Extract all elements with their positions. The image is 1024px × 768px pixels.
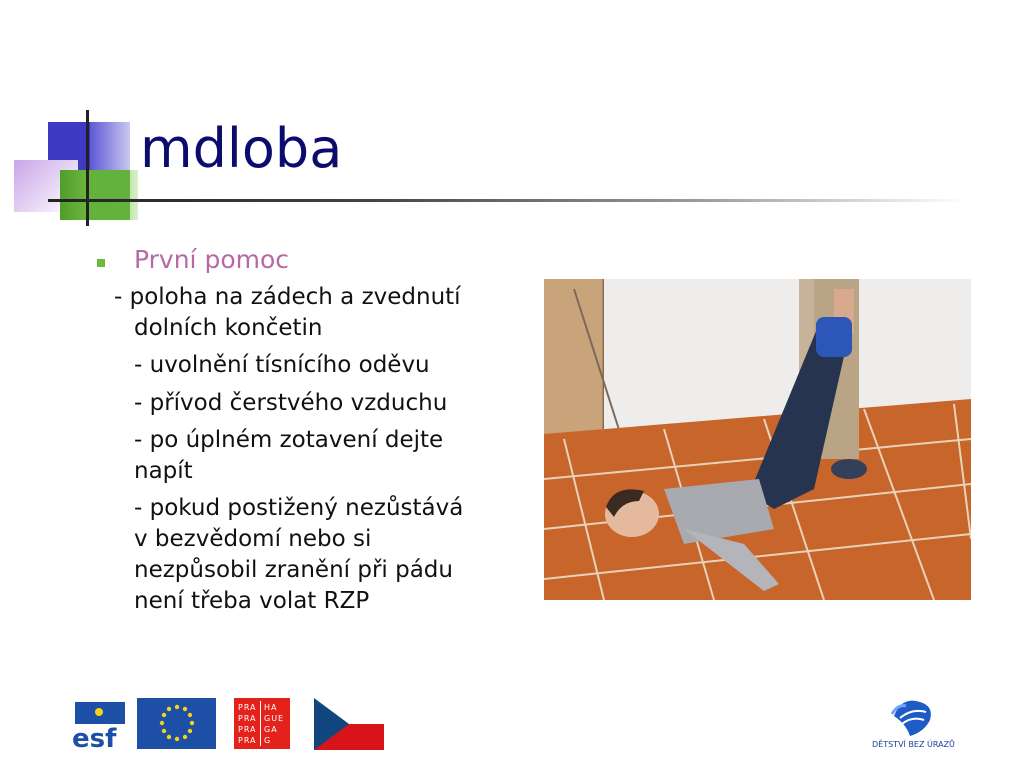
praha-logo-text: PRA <box>238 736 257 745</box>
esf-logo-graphic <box>69 698 130 749</box>
decor-square-green-dark <box>86 170 130 220</box>
eu-flag-logo <box>137 698 216 749</box>
czech-flag-logo <box>314 698 384 750</box>
praha-logo <box>234 698 290 749</box>
praha-logo-text: PRA <box>238 714 257 723</box>
praha-logo-text: HA <box>264 703 278 712</box>
praha-logo-text: PRA <box>238 725 257 734</box>
bullet-square-icon <box>97 259 105 267</box>
praha-logo-text: PRA <box>238 703 257 712</box>
body-line: v bezvědomí nebo si <box>134 526 372 552</box>
eu-stars-icon <box>137 698 216 749</box>
body-line: - přívod čerstvého vzduchu <box>134 390 448 416</box>
body-line: není třeba volat RZP <box>134 588 370 614</box>
first-aid-illustration <box>544 279 971 600</box>
body-line: - pokud postižený nezůstává <box>134 495 464 521</box>
body-line: nezpůsobil zranění při pádu <box>134 557 453 583</box>
esf-logo-text: esf <box>72 724 117 749</box>
hands-heart-icon <box>872 694 952 738</box>
esf-logo <box>69 698 130 749</box>
title-underline <box>48 199 968 202</box>
body-line: - po úplném zotavení dejte <box>134 427 444 453</box>
body-line: napít <box>134 458 193 484</box>
decor-square-blue-light <box>90 122 130 170</box>
detstvi-bez-urazu-label: DĚTSTVÍ BEZ ÚRAZŮ <box>872 740 955 749</box>
body-line: dolních končetin <box>134 315 323 341</box>
body-line: - poloha na zádech a zvednutí <box>114 284 461 310</box>
praha-logo-text: GUE <box>264 714 285 723</box>
slide-title: mdloba <box>140 117 343 180</box>
body-line: - uvolnění tísnícího oděvu <box>134 352 430 378</box>
detstvi-bez-urazu-logo <box>872 694 955 754</box>
praha-logo-text: GA <box>264 725 278 734</box>
bullet-heading: První pomoc <box>134 245 290 274</box>
praha-logo-text: G <box>264 736 272 745</box>
praha-logo-divider <box>260 701 261 746</box>
czech-flag-icon <box>314 698 384 750</box>
decor-vertical-line <box>86 110 89 226</box>
first-aid-photo <box>544 279 971 600</box>
